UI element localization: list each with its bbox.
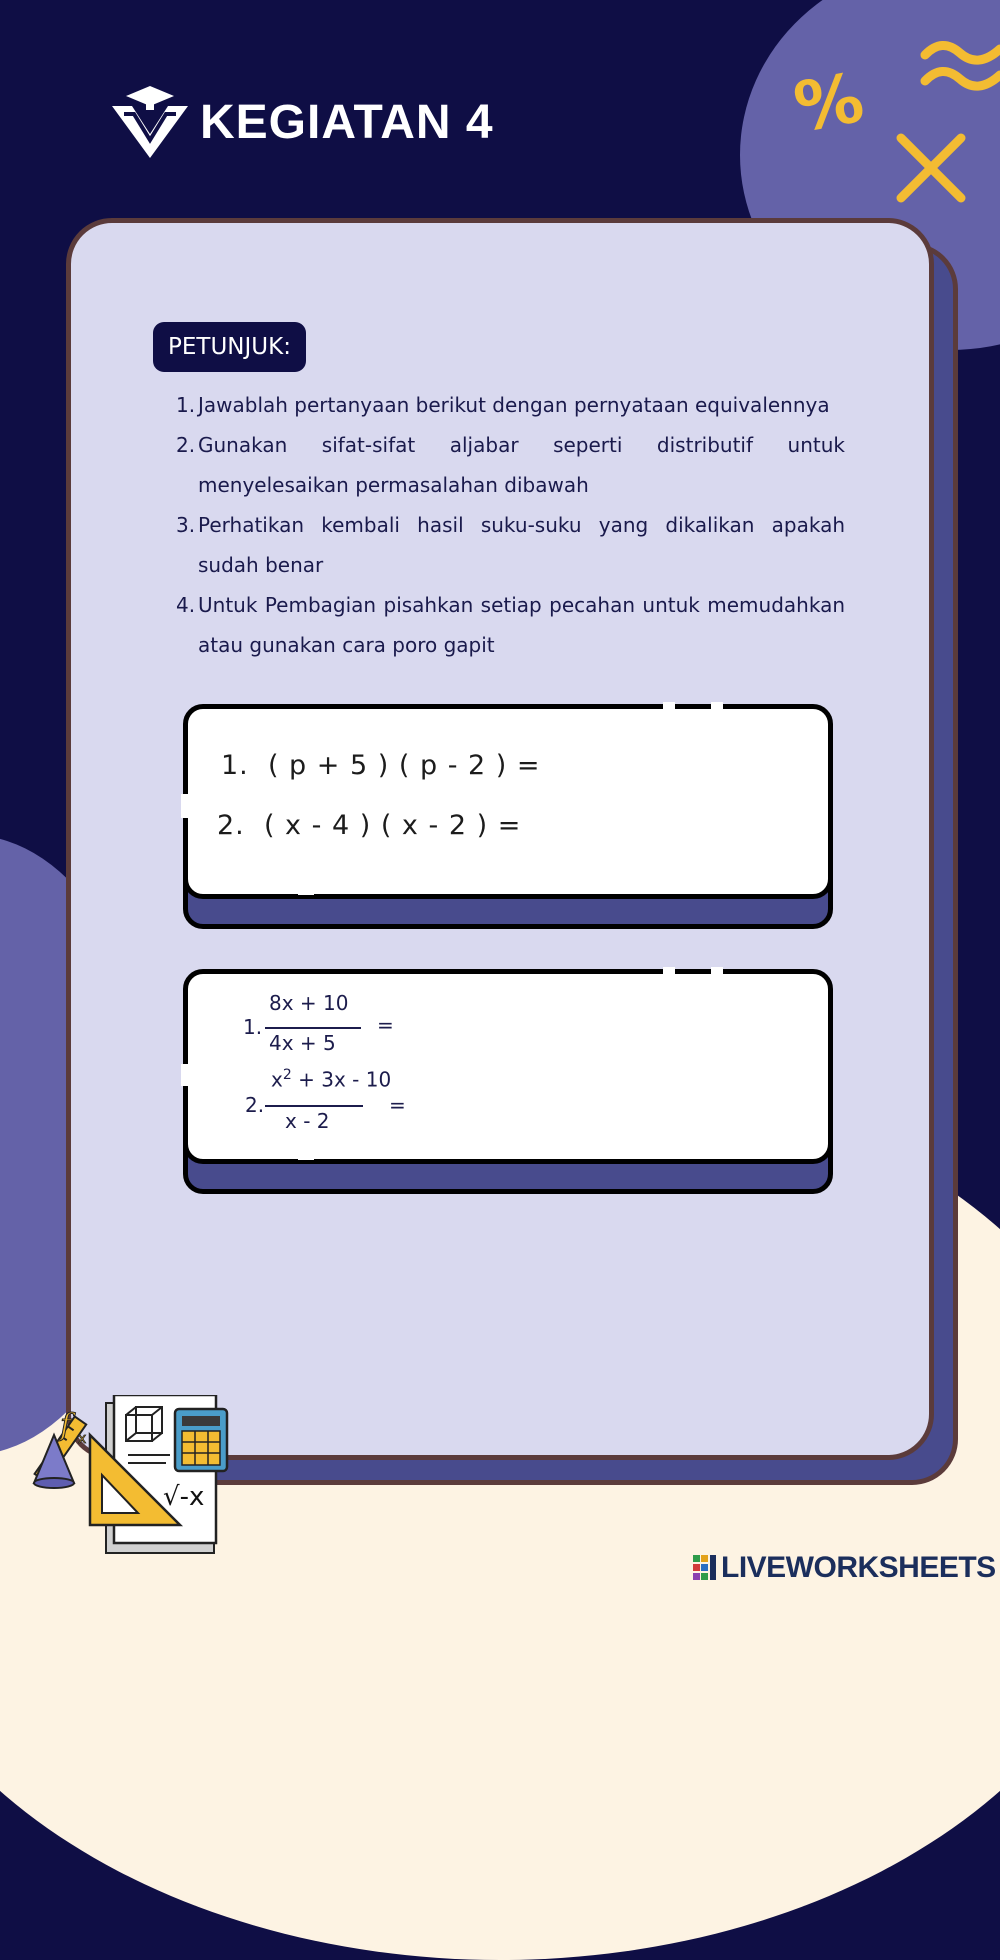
approx-wave-icon xyxy=(920,35,1000,97)
svg-text:√-x: √-x xyxy=(163,1482,205,1512)
equals-sign: = xyxy=(377,1013,394,1037)
instruction-number: 2. xyxy=(176,433,196,457)
fraction-bar xyxy=(265,1105,363,1107)
box-border-gap xyxy=(711,967,723,975)
question-box-panel xyxy=(183,704,833,899)
question-number: 1. xyxy=(243,1015,263,1039)
instruction-text: Jawablah pertanyaan berikut dengan pernyataan equivalennya xyxy=(198,393,830,417)
instruction-number: 1. xyxy=(176,393,196,417)
box-border-gap xyxy=(711,702,723,710)
instruction-text: Perhatikan kembali hasil suku-suku yang dikalikan apakah sudah benar xyxy=(198,513,845,577)
svg-text:f: f xyxy=(60,1408,72,1443)
box-border-gap xyxy=(181,1064,189,1086)
box-border-gap xyxy=(181,794,189,818)
multiplication-question-box xyxy=(183,704,833,929)
instruction-text: Gunakan sifat-sifat aljabar seperti distributif untuk menyelesaikan permasalahan dibawah xyxy=(198,433,845,497)
fraction-bar xyxy=(265,1027,361,1029)
multiplication-question-1 xyxy=(221,750,541,781)
question-number: 2. xyxy=(217,810,245,841)
division-question-2 xyxy=(245,1067,465,1143)
question-number: 1. xyxy=(221,750,249,781)
instruction-number: 3. xyxy=(176,513,196,537)
numerator-rest: + 3x - 10 xyxy=(298,1067,392,1092)
percent-symbol: % xyxy=(788,58,870,149)
instruction-number: 4. xyxy=(176,593,196,617)
instructions-badge: PETUNJUK: xyxy=(153,322,306,372)
box-border-gap xyxy=(298,1155,314,1160)
fraction-denominator: x - 2 xyxy=(285,1109,330,1133)
numerator-exponent: 2 xyxy=(282,1067,292,1083)
instruction-item xyxy=(170,425,845,505)
fraction-numerator xyxy=(271,1067,391,1092)
question-expression: ( x - 4 ) ( x - 2 ) = xyxy=(263,810,522,841)
instruction-item xyxy=(170,505,845,585)
equals-sign: = xyxy=(389,1093,406,1117)
svg-text:x: x xyxy=(78,1431,87,1447)
division-question-1 xyxy=(243,991,443,1063)
fraction-denominator: 4x + 5 xyxy=(269,1031,336,1055)
brand-footer xyxy=(693,1551,996,1585)
question-expression: ( p + 5 ) ( p - 2 ) = xyxy=(267,750,541,781)
instruction-item xyxy=(170,385,845,425)
multiplication-question-2 xyxy=(217,810,521,841)
times-sign-icon xyxy=(893,130,969,206)
page-header xyxy=(110,84,494,160)
question-number: 2. xyxy=(245,1093,265,1117)
numerator-base: x xyxy=(271,1067,283,1092)
fraction-numerator: 8x + 10 xyxy=(269,991,349,1015)
math-tools-clipart xyxy=(30,1395,245,1565)
instructions-list xyxy=(170,385,845,665)
liveworksheets-logo-icon xyxy=(693,1555,717,1581)
box-border-gap xyxy=(298,890,314,895)
instruction-text: Untuk Pembagian pisahkan setiap pecahan untuk memudahkan atau gunakan cara poro gapit xyxy=(198,593,845,657)
instruction-item xyxy=(170,585,845,665)
graduation-cap-logo-icon xyxy=(110,84,190,160)
brand-name: LIVEWORKSHEETS xyxy=(721,1551,996,1584)
box-border-gap xyxy=(663,702,675,710)
division-question-box xyxy=(183,969,833,1194)
box-border-gap xyxy=(663,967,675,975)
page-title: KEGIATAN 4 xyxy=(200,95,494,149)
